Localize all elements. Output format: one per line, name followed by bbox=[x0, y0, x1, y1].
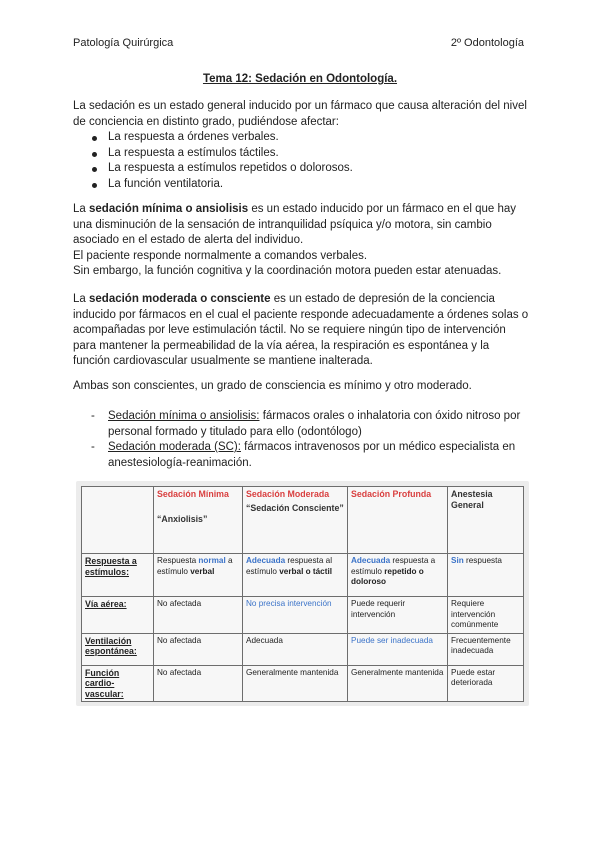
table-row bbox=[82, 597, 524, 634]
header-title: Sedación Profunda bbox=[351, 489, 432, 499]
table-cell: No afectada bbox=[154, 597, 243, 634]
table-cell: Puede estar deteriorada bbox=[448, 665, 524, 702]
list-item: La respuesta a estímulos táctiles. bbox=[108, 146, 529, 162]
minima-text: es un estado inducido por un fármaco en el que hay una disminución de la sensación de intranquilidad psíquica y/o motora, sin cambio asociado en el estado de alerta del individuo. bbox=[73, 203, 517, 247]
table-header-cell bbox=[243, 487, 348, 554]
minima-paragraph bbox=[73, 202, 529, 249]
minima-prefix: La bbox=[73, 203, 89, 215]
table-cell: Frecuentemente inadecuada bbox=[448, 633, 524, 665]
table-row bbox=[82, 554, 524, 597]
header-title: Sedación Moderada bbox=[246, 489, 330, 499]
list-text: fármacos orales o inhalatoria con óxido nitroso por personal formado y titulado para ello (odontólogo) bbox=[108, 410, 521, 438]
row-label: Función cardio-vascular: bbox=[82, 665, 154, 702]
table-cell: No afectada bbox=[154, 665, 243, 702]
ambas-section bbox=[73, 379, 529, 395]
row-label: Vía aérea: bbox=[82, 597, 154, 634]
list-text: fármacos intravenosos por un médico especialista en anestesiología-reanimación. bbox=[108, 441, 516, 469]
table-cell: No afectada bbox=[154, 633, 243, 665]
moderada-paragraph bbox=[73, 292, 529, 370]
minima-line-3: Sin embargo, la función cognitiva y la coordinación motora pueden estar atenuadas. bbox=[73, 265, 502, 278]
row-label: Ventilación espontánea: bbox=[82, 633, 154, 665]
minima-section bbox=[73, 202, 529, 280]
header-title: Sedación Mínima bbox=[157, 489, 229, 499]
header-course: 2º Odontología bbox=[450, 37, 524, 49]
table-corner-cell bbox=[82, 487, 154, 554]
page-title: Tema 12: Sedación en Odontología. bbox=[202, 73, 398, 85]
table-cell: Generalmente mantenida bbox=[243, 665, 348, 702]
table-cell: Puede ser inadecuada bbox=[348, 633, 448, 665]
table-header-cell bbox=[154, 487, 243, 554]
administration-section bbox=[73, 409, 529, 471]
table-cell: Requiere intervención comúnmente bbox=[448, 597, 524, 634]
table-header-row bbox=[82, 487, 524, 554]
minima-term: sedación mínima o ansiolisis bbox=[89, 203, 249, 215]
table-cell: Sin respuesta bbox=[448, 554, 524, 597]
table-cell: Respuesta normal a estímulo verbal bbox=[154, 554, 243, 597]
intro-bullet-list bbox=[73, 130, 529, 192]
list-item: La función ventilatoria. bbox=[108, 177, 529, 193]
list-item bbox=[108, 440, 529, 471]
sedation-table-image bbox=[76, 481, 529, 706]
intro-section bbox=[73, 99, 529, 193]
header-subtitle: “Sedación Consciente” bbox=[246, 503, 344, 513]
minima-line-2: El paciente responde normalmente a comandos verbales. bbox=[73, 249, 368, 262]
table-row bbox=[82, 633, 524, 665]
table-cell: Adecuada respuesta a estímulo repetido o doloroso bbox=[348, 554, 448, 597]
table-row bbox=[82, 665, 524, 702]
header-title: Anestesia General bbox=[451, 489, 493, 510]
ambas-paragraph: Ambas son conscientes, un grado de consciencia es mínimo y otro moderado. bbox=[73, 380, 472, 392]
table-header-cell bbox=[448, 487, 524, 554]
table-header-cell bbox=[348, 487, 448, 554]
table-cell: Adecuada bbox=[243, 633, 348, 665]
list-term: Sedación moderada (SC): bbox=[108, 441, 241, 454]
table-cell: No precisa intervención bbox=[243, 597, 348, 634]
moderada-term: sedación moderada o consciente bbox=[89, 293, 271, 305]
moderada-prefix: La bbox=[73, 293, 89, 305]
row-label: Respuesta a estímulos: bbox=[82, 554, 154, 597]
header-subject: Patología Quirúrgica bbox=[73, 37, 174, 49]
list-item: La respuesta a estímulos repetidos o dolorosos. bbox=[108, 161, 529, 177]
list-item bbox=[108, 409, 529, 440]
moderada-text: es un estado de depresión de la conciencia inducido por fármacos en el cual el paciente responde adecuadamente a órdenes solas o acompañadas por leve estimulación táctil. No se requiere ningún tipo de intervención para mantener la permeabilidad de la vía aérea, la respiración es espontánea y la función cardiovascular usualmente se mantiene inalterada. bbox=[73, 293, 529, 368]
header-subtitle: “Anxiolisis” bbox=[157, 514, 208, 524]
moderada-section bbox=[73, 292, 529, 370]
list-item: La respuesta a órdenes verbales. bbox=[108, 130, 529, 146]
table-cell: Generalmente mantenida bbox=[348, 665, 448, 702]
sedation-table bbox=[81, 486, 524, 702]
intro-paragraph: La sedación es un estado general inducido por un fármaco que causa alteración del nivel de conciencia en distinto grado, pudiéndose afectar: bbox=[73, 100, 527, 128]
administration-list bbox=[73, 409, 529, 471]
list-term: Sedación mínima o ansiolisis: bbox=[108, 410, 260, 422]
table-cell: Adecuada respuesta al estímulo verbal o táctil bbox=[243, 554, 348, 597]
table-cell: Puede requerir intervención bbox=[348, 597, 448, 634]
